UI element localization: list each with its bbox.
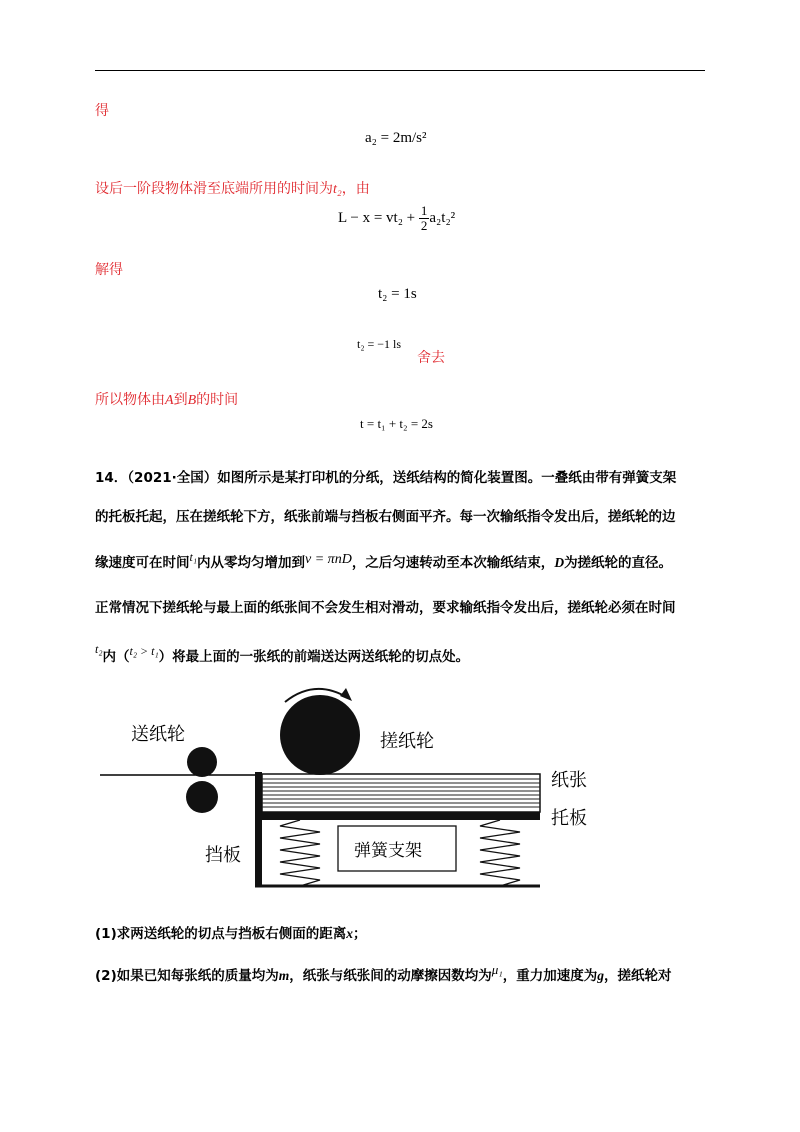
q2-c: ，重力加速度为 xyxy=(502,968,598,984)
line3-e: 为搓纸轮的直径。 xyxy=(564,555,673,571)
summary-b: B xyxy=(187,393,197,408)
feed-roller-bottom xyxy=(186,781,218,813)
equation-displacement xyxy=(338,204,455,233)
label-tray: 托板 xyxy=(551,808,587,829)
problem-line-5 xyxy=(95,642,469,665)
paper-stack xyxy=(262,774,540,812)
label-paper: 纸张 xyxy=(551,770,587,791)
spring-left xyxy=(280,820,320,886)
line5-t2: t₂ xyxy=(95,642,103,656)
eq2-left: L − x = vt₂ + xyxy=(338,209,419,226)
summary-mid: 到 xyxy=(173,392,188,408)
label-feed-roller: 送纸轮 xyxy=(131,724,185,745)
problem-line-2: 的托板托起，压在搓纸轮下方，纸张前端与挡板右侧面平齐。每一次输纸指令发出后，搓纸轮的边 xyxy=(95,509,676,525)
rotation-arrowhead xyxy=(340,688,352,701)
summary-post: 的时间 xyxy=(196,392,239,408)
question-2 xyxy=(95,962,672,984)
text-summary xyxy=(95,389,238,409)
intro2-text: 设后一阶段物体滑至底端所用的时间为 xyxy=(95,181,333,197)
equation-t2-negative: t₂ = −1 ls xyxy=(357,337,402,351)
label-spring-support: 弹簧支架 xyxy=(354,841,422,861)
label-baffle: 挡板 xyxy=(205,845,241,866)
line3-d: D xyxy=(554,555,565,570)
equation-a2: a₂ = 2m/s² xyxy=(365,130,427,146)
line3-c: ，之后匀速转动至本次输纸结束， xyxy=(351,555,555,571)
q2-mu: μ₁ xyxy=(491,962,503,977)
line3-b: 内从零均匀增加到 xyxy=(197,555,306,571)
summary-a: A xyxy=(165,393,174,408)
q1-end: ； xyxy=(352,926,367,942)
summary-pre: 所以物体由 xyxy=(95,392,165,408)
equation-t2-positive: t₂ = 1s xyxy=(378,286,417,302)
text-intro2 xyxy=(95,178,370,198)
text-de: 得 xyxy=(95,103,109,119)
eq2-frac-num: 1 xyxy=(420,203,428,218)
eq2-frac-den: 2 xyxy=(420,218,428,233)
feed-roller-top xyxy=(187,747,217,777)
q2-g: g xyxy=(597,968,605,983)
line5-a: 内（ xyxy=(102,649,130,665)
q1-text: (1)求两送纸轮的切点与挡板右侧面的距离 xyxy=(95,926,347,942)
q2-a: (2)如果已知每张纸的质量均为 xyxy=(95,968,279,984)
problem-line-4: 正常情况下搓纸轮与最上面的纸张间不会发生相对滑动，要求输纸指令发出后，搓纸轮必须在时间 xyxy=(95,600,676,616)
problem-number: 14． xyxy=(95,470,128,486)
text-jiede: 解得 xyxy=(95,262,123,278)
baffle-wall xyxy=(255,772,262,887)
eq2-fraction xyxy=(419,204,430,233)
q1-var: x xyxy=(346,926,353,941)
q2-m: m xyxy=(278,968,290,983)
line3-t1: t₁ xyxy=(189,550,198,564)
q2-b: ，纸张与纸张间的动摩擦因数均为 xyxy=(289,968,492,984)
label-pick-roller: 搓纸轮 xyxy=(380,731,434,752)
eq2-right: a₂t₂² xyxy=(429,209,456,226)
equation-total-time: t = t₁ + t₂ = 2s xyxy=(360,416,433,431)
problem-line1-text: 如图所示是某打印机的分纸，送纸结构的简化装置图。一叠纸由带有弹簧支架 xyxy=(217,470,677,486)
problem-source: （2021·全国） xyxy=(127,470,218,486)
question-1 xyxy=(95,922,366,942)
line5-cond: t₂ > t₁ xyxy=(129,644,159,658)
pick-roller xyxy=(280,695,360,775)
problem-line-3 xyxy=(95,550,672,571)
line5-b: ）将最上面的一张纸的前端送达两送纸轮的切点处。 xyxy=(158,649,470,665)
text-discard: 舍去 xyxy=(417,350,445,366)
line3-v: v = πnD xyxy=(305,552,352,567)
header-rule xyxy=(95,70,705,71)
tray-plate xyxy=(262,812,540,820)
spring-right xyxy=(480,820,520,886)
line3-a: 缘速度可在时间 xyxy=(95,555,190,571)
problem-line-1 xyxy=(95,466,676,486)
printer-feed-diagram xyxy=(100,680,610,900)
intro2-tail: ，由 xyxy=(341,181,370,197)
q2-d: ，搓纸轮对 xyxy=(604,968,672,984)
intro2-var: t₂ xyxy=(333,182,342,197)
